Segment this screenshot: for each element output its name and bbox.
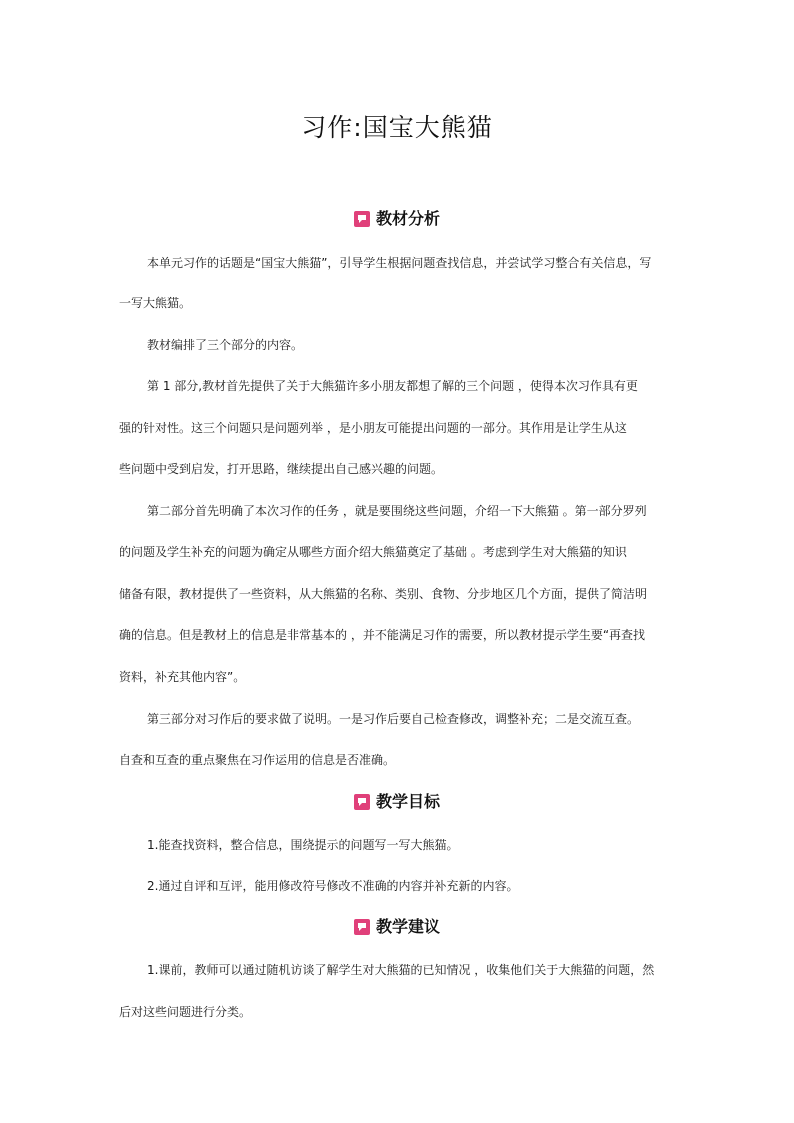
paragraph-line: 一写大熊猫。	[119, 296, 192, 310]
section-heading-suggestions	[0, 917, 794, 937]
paragraph-line: 本单元习作的话题是“国宝大熊猫”，引导学生根据问题查找信息，并尝试学习整合有关信息，写	[147, 256, 652, 270]
pink-speech-bubble-icon	[354, 211, 370, 227]
paragraph-line: 第三部分对习作后的要求做了说明。一是习作后要自己检查修改，调整补充；二是交流互查。	[147, 712, 640, 726]
section-heading-label: 教学目标	[375, 792, 440, 811]
paragraph-line: 教材编排了三个部分的内容。	[147, 338, 304, 352]
section-heading-goals	[0, 792, 794, 812]
paragraph-line: 第 1 部分,教材首先提供了关于大熊猫许多小朋友都想了解的三个问题 ，使得本次习作具有更	[147, 379, 638, 393]
section-heading-analysis	[0, 209, 794, 229]
paragraph-line: 后对这些问题进行分类。	[119, 1005, 252, 1019]
paragraph-line: 资料，补充其他内容”。	[119, 670, 246, 684]
paragraph-line: 自查和互查的重点聚焦在习作运用的信息是否准确。	[119, 753, 396, 767]
paragraph-line: 强的针对性。这三个问题只是问题列举 ，是小朋友可能提出问题的一部分。其作用是让学生从这	[119, 421, 627, 435]
paragraph-line: 储备有限，教材提供了一些资料，从大熊猫的名称、类别、食物、分步地区几个方面，提供了简洁明	[119, 587, 648, 601]
page-title: 习作:国宝大熊猫	[301, 113, 493, 142]
pink-speech-bubble-icon	[354, 794, 370, 810]
pink-speech-bubble-icon	[354, 919, 370, 935]
paragraph-line: 1.课前，教师可以通过随机访谈了解学生对大熊猫的已知情况 ，收集他们关于大熊猫的问题，然	[147, 963, 655, 977]
section-heading-label: 教材分析	[375, 209, 440, 228]
list-item: 2.通过自评和互评，能用修改符号修改不准确的内容并补充新的内容。	[147, 879, 519, 893]
list-item: 1.能查找资料，整合信息，围绕提示的问题写一写大熊猫。	[147, 838, 459, 852]
paragraph-line: 些问题中受到启发，打开思路，继续提出自己感兴趣的问题。	[119, 462, 444, 476]
paragraph-line: 的问题及学生补充的问题为确定从哪些方面介绍大熊猫奠定了基础 。考虑到学生对大熊猫的知识	[119, 545, 627, 559]
paragraph-line: 确的信息。但是教材上的信息是非常基本的 ，并不能满足习作的需要，所以教材提示学生要“再查找	[119, 628, 646, 642]
paragraph-line: 第二部分首先明确了本次习作的任务 ，就是要围绕这些问题，介绍一下大熊猫 。第一部分罗列	[147, 504, 647, 518]
section-heading-label: 教学建议	[375, 917, 440, 936]
